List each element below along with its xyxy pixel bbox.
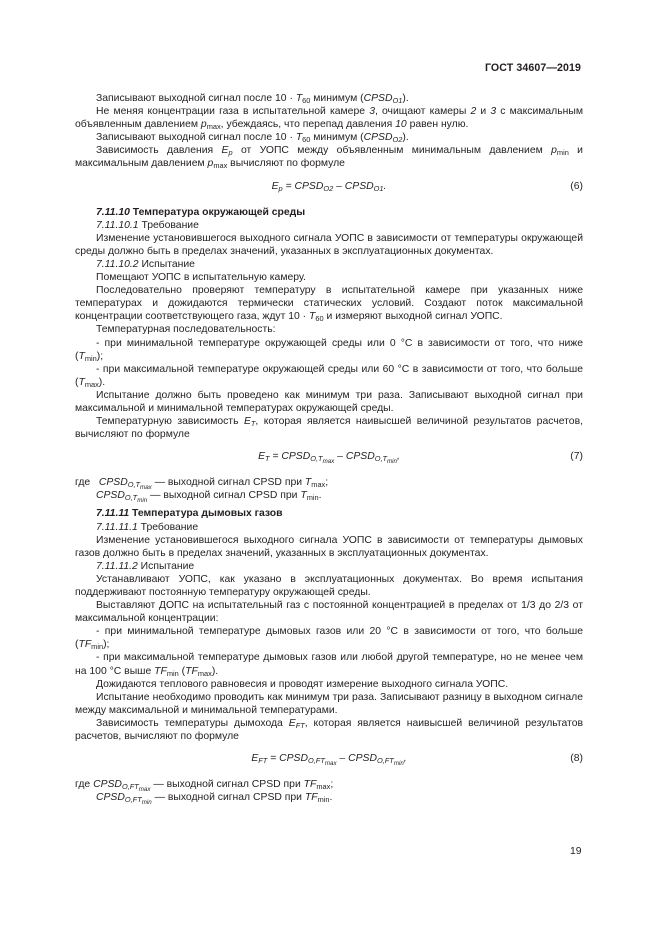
formula-definitions [75, 476, 583, 505]
list-item: - при максимальной температуре окружающей среды или 60 °С в зависимости от того, что больше $(T_{max})$. [75, 363, 583, 389]
subsection-heading: 7.11.10.1 Требование [96, 219, 199, 231]
definition-row: где $CPSD_{O,T_{max}}$ — выходной сигнал CPSD при $T_{max}$; [75, 477, 329, 492]
paragraph: Зависимость давления $E_p$ от УОПС между объявленным минимальным давлением $p_{min}$ и максимальным давлением $p_{max}$ вычисляют по формуле [75, 145, 583, 171]
paragraph: Устанавливают УОПС, как указано в эксплуатационных документах. Во время испытания поддерживают постоянную температуру окружающей среды. [75, 573, 583, 598]
formula-8: $E_{FT}$ = $CPSD_{O,FT_{max}}$ – $CPSD_{O,FT_{min}}$, (8) [251, 753, 583, 768]
formula-6: $E_p$ = $CPSD_{O2}$ – $CPSD_{O1}$. (6) [271, 180, 583, 193]
list-item: - при минимальной температуре дымовых газов или 20 °С в зависимости от того, что больше $(TF_{min})$; [75, 626, 583, 652]
formula-definitions [75, 778, 583, 807]
page-content [75, 92, 583, 807]
paragraph: Испытание необходимо проводить как минимум три раза. Записывают разницу в выходном сигнале между максимальной и минимальной температурами. [75, 691, 583, 716]
section-heading: 7.11.10 Температура окружающей среды [96, 206, 306, 218]
paragraph: Изменение установившегося выходного сигнала УОПС в зависимости от температуры окружающей среды должно быть в пределах значений, указанных в эксплуатационных документах. [75, 232, 583, 257]
paragraph: Помещают УОПС в испытательную камеру. [96, 272, 306, 284]
paragraph: Температурную зависимость $E_T$, которая является наивысшей величиной результатов расчетов, вычисляют по формуле [75, 416, 583, 441]
section-heading: 7.11.11 Температура дымовых газов [96, 508, 283, 520]
paragraph: Последовательно проверяют температуру в испытательной камере при указанных ниже температурах и дожидаются термически статических условий. Создают поток максимальной концентрации соответствующего газа, ждут $10 \cdot T_{60}$ и измеряют выходной сигнал УОПС. [75, 285, 583, 324]
page-number: 19 [570, 846, 582, 857]
paragraph: Записывают выходной сигнал после $10 \cdot T_{60}$ минимум $(CPSD_{O2})$. [96, 132, 409, 145]
paragraph: Выставляют ДОПС на испытательный газ с постоянной концентрацией в пределах от 1/3 до 2/3 от максимальной концентрации: [75, 600, 583, 625]
definition-row: $CPSD_{O,FT_{min}}$ — выходной сигнал CPSD при $TF_{min}$. [96, 792, 333, 807]
paragraph: Зависимость температуры дымохода $E_{FT}$, которая является наивысшей величиной результатов расчетов, вычисляют по формуле [75, 717, 583, 743]
standard-header: ГОСТ 34607—2019 [484, 62, 581, 74]
formula-number: (8) [570, 753, 583, 765]
paragraph: Не меняя концентрации газа в испытательной камере 3, очищают камеры 2 и 3 с максимальным объявленным давлением $p_{max}$, убеждаясь, что перепад давления 10 равен нулю. [75, 106, 583, 132]
list-item: - при минимальной температуре окружающей среды или 0 °С в зависимости от того, что ниже $(T_{min})$; [75, 337, 583, 363]
list-item: - при максимальной температуре дымовых газов или любой другой температуре, но не менее чем на 100 °С выше $TF_{min}$ $(TF_{max})$. [75, 652, 583, 678]
definition-row: $CPSD_{O,T_{min}}$ — выходной сигнал CPSD при $T_{min}$. [96, 490, 322, 505]
paragraph: Записывают выходной сигнал после $10 \cdot T_{60}$ минимум $(CPSD_{O1})$. [96, 93, 409, 105]
formula-number: (7) [570, 451, 583, 463]
paragraph: Дожидаются теплового равновесия и проводят измерение выходного сигнала УОПС. [96, 678, 509, 690]
formula-7: $E_T$ = $CPSD_{O,T_{max}}$ – $CPSD_{O,T_{min}}$, (7) [258, 451, 583, 466]
paragraph: Испытание должно быть проведено как минимум три раза. Записывают выходной сигнал при максимальной и минимальной температурах окружающей среды. [75, 389, 583, 414]
paragraph: Изменение установившегося выходного сигнала УОПС в зависимости от температуры дымовых газов должно быть в пределах значений, указанных в эксплуатационных документах. [75, 534, 583, 559]
subsection-heading: 7.11.11.1 Требование [96, 521, 199, 533]
paragraph: Температурная последовательность: [96, 324, 276, 336]
formula-number: (6) [570, 180, 583, 192]
definition-row: где $CPSD_{O,FT_{max}}$ — выходной сигнал CPSD при $TF_{max}$; [75, 779, 334, 794]
subsection-heading: 7.11.10.2 Испытание [96, 258, 195, 270]
subsection-heading: 7.11.11.2 Испытание [96, 560, 195, 572]
